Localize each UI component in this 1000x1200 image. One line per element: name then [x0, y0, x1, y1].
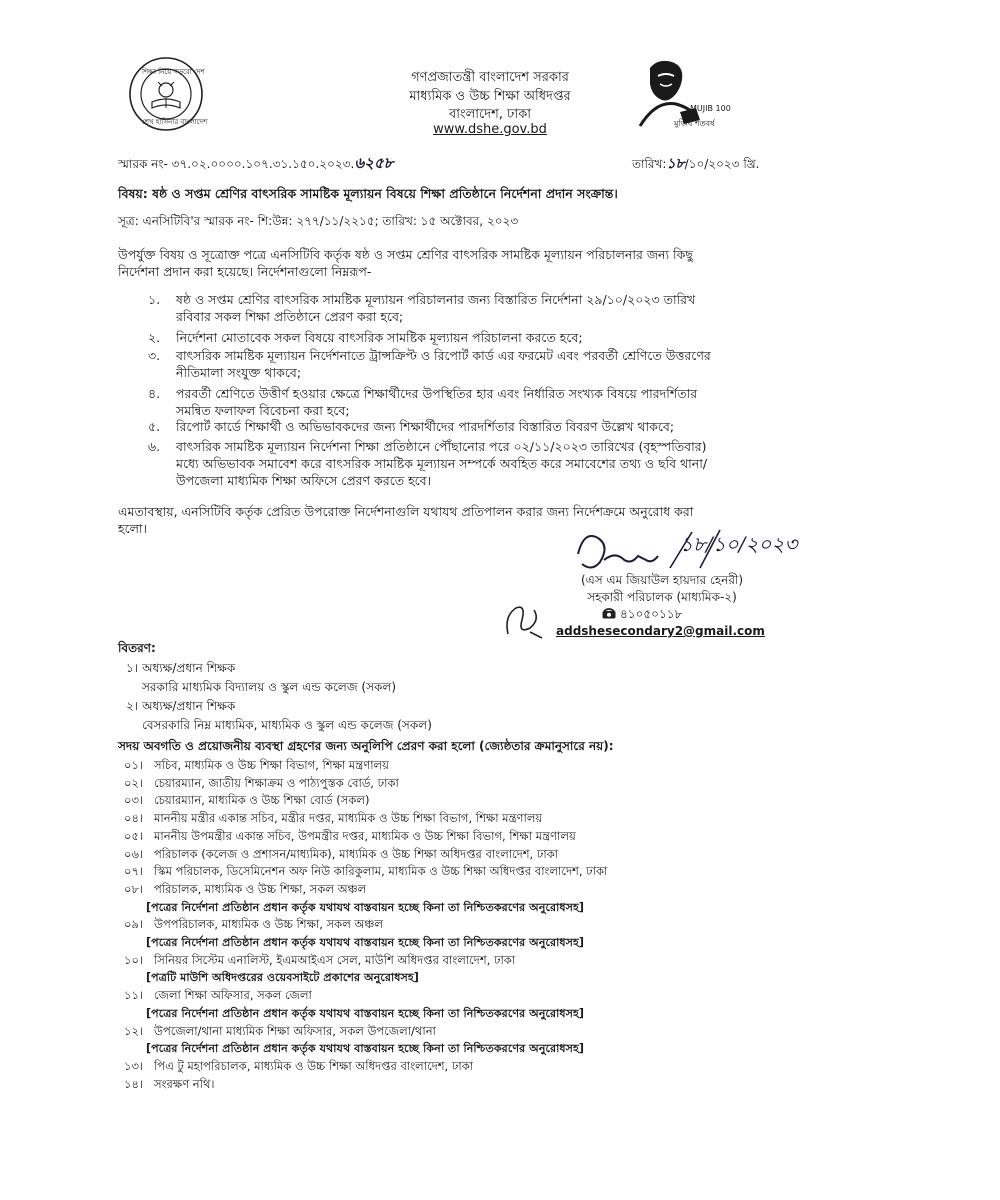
- memo-reference: [118, 152, 393, 177]
- copy-item-note: [পত্রটি মাউশি অধিদপ্তরের ওয়েবসাইটে প্রকাশের অনুরোধসহ]: [146, 971, 419, 985]
- distribution-item-number: ২।: [126, 699, 139, 713]
- distribution-item-sub: সরকারি মাধ্যমিক বিদ্যালয় ও স্কুল এন্ড কলেজ (সকল): [142, 680, 397, 694]
- directive-text: নীতিমালা সংযুক্ত থাকবে;: [176, 365, 302, 380]
- copy-item: [124, 952, 515, 971]
- directive-text: বাৎসরিক সামষ্টিক মূল্যায়ন নির্দেশনা শিক্ষা প্রতিষ্ঠানে পৌঁছানোর পরে ০২/১১/২০২৩ তারিখের (বৃহস্পতিবার): [176, 439, 707, 454]
- copy-item: [124, 775, 399, 794]
- memo-date-label: তারিখ:: [632, 157, 667, 171]
- seal-text-bottom: শেখ হাসিনার বাংলাদেশ: [142, 118, 208, 126]
- copy-item-text: পরিচালক, মাধ্যমিক ও উচ্চ শিক্ষা, সকল অঞ্চল: [154, 881, 367, 896]
- copy-item-number: ০১।: [124, 758, 144, 772]
- copy-item-text: পরিচালক (কলেজ ও প্রশাসন/মাধ্যমিক), মাধ্যমিক ও উচ্চ শিক্ষা অধিদপ্তর বাংলাদেশ, ঢাকা: [154, 846, 559, 861]
- intro-line-1: উপর্যুক্ত বিষয় ও সূত্রোক্ত পত্রে এনসিটিবি কর্তৃক ষষ্ঠ ও সপ্তম শ্রেণির বাৎসরিক সামষ্টিক মূল্যায়ন পরিচালনার জন্য কিছু: [118, 247, 693, 262]
- copy-item-text: পিএ টু মহাপরিচালক, মাধ্যমিক ও উচ্চ শিক্ষা অধিদপ্তর বাংলাদেশ, ঢাকা: [154, 1058, 474, 1073]
- memo-date-rest: /১০/২০২৩ খ্রি.: [684, 157, 760, 171]
- copy-item: [124, 792, 369, 811]
- signatory-phone: [602, 606, 682, 626]
- copy-item: [124, 828, 576, 847]
- copy-item-text: সচিব, মাধ্যমিক ও উচ্চ শিক্ষা বিভাগ, শিক্ষা মন্ত্রণালয়: [154, 758, 389, 772]
- handwritten-initial: [500, 598, 548, 642]
- directive-number: ৫.: [148, 419, 161, 434]
- directive-text: রিপোর্ট কার্ডে শিক্ষার্থী ও অভিভাবকদের জন্য শিক্ষার্থীদের পারদর্শিতার বিস্তারিত বিবরণ উল্লেখ থাকবে;: [176, 419, 675, 434]
- directive-text: বাৎসরিক সামষ্টিক মূল্যায়ন নির্দেশনাতে ট্রান্সক্রিপ্ট ও রিপোর্ট কার্ড এর ফরমেট এবং পরবর্তী শ্রেণিতে উত্তরণের: [176, 348, 711, 363]
- copy-item-text: জেলা শিক্ষা অফিসার, সকল জেলা: [154, 988, 312, 1003]
- telephone-icon: [602, 608, 616, 619]
- copy-item-number: ০৩।: [124, 793, 144, 808]
- signatory-title: সহকারী পরিচালক (মাধ্যমিক-২): [587, 590, 737, 604]
- copy-item-number: ০৫।: [124, 828, 144, 843]
- copy-item-note: [পত্রের নির্দেশনা প্রতিষ্ঠান প্রধান কর্তৃক যথাযথ বাস্তবায়ন হচ্ছে কিনা তা নিশ্চিতকরণের অনুরোধসহ]: [146, 1006, 585, 1020]
- copy-item-text: সংরক্ষণ নথি।: [154, 1076, 215, 1091]
- copy-item-number: ০২।: [124, 775, 144, 790]
- source-reference: সূত্র: এনসিটিবি'র স্মারক নং- শি:উন্ন: ২৭৭/১১/২২১৫; তারিখ: ১৫ অক্টোবর, ২০২৩: [118, 214, 519, 228]
- phone-number: ৪১০৫০১১৮: [620, 607, 683, 621]
- copy-item: [124, 916, 383, 935]
- closing-line-2: হলো।: [118, 521, 147, 536]
- copy-item-text: চেয়ারম্যান, জাতীয় শিক্ষাক্রম ও পাঠ্যপুস্তক বোর্ড, ঢাকা: [154, 775, 399, 790]
- header-line-3: বাংলাদেশ, ঢাকা: [448, 107, 532, 122]
- distribution-item-sub: বেসরকারি নিম্ন মাধ্যমিক, মাধ্যমিক ও স্কুল এন্ড কলেজ (সকল): [142, 718, 432, 732]
- copies-heading: সদয় অবগতি ও প্রয়োজনীয় ব্যবস্থা গ্রহণের জন্য অনুলিপি প্রেরণ করা হলো (জ্যেষ্ঠতার ক্রমানুসারে নয়):: [118, 739, 614, 753]
- directive-number: ৩.: [148, 348, 161, 363]
- copy-item-text: উপপরিচালক, মাধ্যমিক ও উচ্চ শিক্ষা, সকল অঞ্চল: [154, 917, 383, 932]
- copy-item-number: ০৪।: [124, 811, 144, 826]
- copy-item-text: মাননীয় মন্ত্রীর একান্ত সচিব, মন্ত্রীর দপ্তর, মাধ্যমিক ও উচ্চ শিক্ষা বিভাগ, শিক্ষা মন্ত্রণালয়: [154, 811, 543, 826]
- directive-text: উপজেলা মাধ্যমিক শিক্ষা অফিসে প্রেরণ করতে হবে।: [176, 473, 432, 488]
- directive-text: মধ্যে অভিভাবক সমাবেশ করে বাৎসরিক সামষ্টিক মূল্যায়ন সম্পর্কে অবহিত করে সমাবেশের তথ্য ও ছবি থানা/: [176, 456, 708, 471]
- distribution-heading: বিতরণ:: [118, 641, 156, 655]
- distribution-item: [126, 660, 235, 680]
- header-line-1: গণপ্রজাতন্ত্রী বাংলাদেশ সরকার: [411, 70, 569, 85]
- mujib-logo-text-en: MUJIB 100: [690, 104, 731, 113]
- copy-item-number: ১৩।: [124, 1058, 144, 1073]
- copy-item-number: ১০।: [124, 952, 144, 967]
- copy-item-note: [পত্রের নির্দেশনা প্রতিষ্ঠান প্রধান কর্তৃক যথাযথ বাস্তবায়ন হচ্ছে কিনা তা নিশ্চিতকরণের অনুরোধসহ]: [146, 936, 585, 949]
- copy-item: [124, 757, 389, 776]
- intro-line-2: নির্দেশনা প্রদান করা হয়েছে। নির্দেশনাগুলো নিম্নরূপ-: [118, 264, 372, 279]
- directive-text: নির্দেশনা মোতাবেক সকল বিষয়ে বাৎসরিক সামষ্টিক মূল্যায়ন পরিচালনা করতে হবে;: [176, 330, 583, 345]
- copy-item-text: সিনিয়র সিস্টেম এনালিস্ট, ইএমআইএস সেল, মাউশি অধিদপ্তর বাংলাদেশ, ঢাকা: [154, 952, 516, 967]
- copy-item: [124, 863, 607, 882]
- memo-reference-text: স্মারক নং- ৩৭.০২.০০০০.১০৭.৩১.১৫০.২০২৩.: [118, 157, 355, 171]
- mujib-logo-text-bn: মুজিব শতবর্ষ: [674, 119, 715, 128]
- directive-text: সমন্বিত ফলাফল বিবেচনা করা হবে;: [176, 403, 350, 418]
- distribution-item-number: ১।: [126, 661, 139, 675]
- header-website[interactable]: www.dshe.gov.bd: [433, 122, 547, 137]
- memo-date-handwritten: ১৮: [666, 156, 685, 172]
- copy-item: [124, 1023, 436, 1042]
- copy-item-number: ১২।: [124, 1023, 144, 1038]
- signatory-email[interactable]: addshesecondary2@gmail.com: [556, 624, 765, 638]
- directive-text: পরবর্তী শ্রেণিতে উত্তীর্ণ হওয়ার ক্ষেত্রে শিক্ষার্থীদের উপস্থিতির হার এবং নির্ধারিত সংখ্যক বিষয়ে পারদর্শিতার: [176, 386, 698, 401]
- copy-item-text: স্কিম পরিচালক, ডিসেমিনেশন অফ নিউ কারিকুলাম, মাধ্যমিক ও উচ্চ শিক্ষা অধিদপ্তর বাংলাদেশ, ঢাকা: [154, 864, 608, 879]
- directive-number: ১.: [148, 292, 161, 307]
- directive-number: ২.: [148, 330, 161, 345]
- directive-text: রবিবার সকল শিক্ষা প্রতিষ্ঠানে প্রেরণ করা হবে;: [176, 309, 404, 324]
- copy-item-text: চেয়ারম্যান, মাধ্যমিক ও উচ্চ শিক্ষা বোর্ড (সকল): [154, 793, 370, 808]
- copy-item-note: [পত্রের নির্দেশনা প্রতিষ্ঠান প্রধান কর্তৃক যথাযথ বাস্তবায়ন হচ্ছে কিনা তা নিশ্চিতকরণের অনুরোধসহ]: [146, 1042, 585, 1056]
- copy-item: [124, 810, 542, 829]
- copy-item-note: [পত্রের নির্দেশনা প্রতিষ্ঠান প্রধান কর্তৃক যথাযথ বাস্তবায়ন হচ্ছে কিনা তা নিশ্চিতকরণের অনুরোধসহ]: [146, 900, 585, 914]
- copy-item-number: ১৪।: [124, 1076, 144, 1091]
- copy-item: [124, 846, 558, 865]
- memo-date: [632, 152, 760, 176]
- copy-item-number: ০৬।: [124, 846, 144, 861]
- seal-text-top: শিক্ষা নিয়ে গড়বো দেশ: [142, 68, 205, 76]
- copy-item: [124, 987, 312, 1006]
- closing-line-1: এমতাবস্থায়, এনসিটিবি কর্তৃক প্রেরিত উপরোক্ত নির্দেশনাগুলি যথাযথ প্রতিপালন করার জন্য নির্দেশক্রমে অনুরোধ করা: [118, 504, 694, 519]
- signature-handwritten-date: ১৮/১০/২০২৩: [680, 532, 798, 556]
- header-line-2: মাধ্যমিক ও উচ্চ শিক্ষা অধিদপ্তর: [409, 89, 571, 104]
- directive-number: ৬.: [148, 439, 161, 454]
- copy-item-number: ১১।: [124, 988, 144, 1003]
- copy-item: [124, 881, 366, 900]
- memo-reference-handwritten: ৬২৫৮: [354, 154, 394, 172]
- directive-text: ষষ্ঠ ও সপ্তম শ্রেণির বাৎসরিক সামষ্টিক মূল্যায়ন পরিচালনার জন্য বিস্তারিত নির্দেশনা ২৯/১০/২০২৩ তারিখ: [176, 292, 696, 307]
- copy-item-number: ০৯।: [124, 917, 144, 932]
- copy-item-text: উপজেলা/থানা মাধ্যমিক শিক্ষা অফিসার, সকল উপজেলা/থানা: [154, 1023, 436, 1038]
- distribution-item-title: অধ্যক্ষ/প্রধান শিক্ষক: [142, 699, 236, 713]
- subject-line: বিষয়: ষষ্ঠ ও সপ্তম শ্রেণির বাৎসরিক সামষ্টিক মূল্যায়ন বিষয়ে শিক্ষা প্রতিষ্ঠানে নির্দেশনা প্রদান সংক্রান্ত।: [118, 186, 618, 201]
- copy-item-text: মাননীয় উপমন্ত্রীর একান্ত সচিব, উপমন্ত্রীর দপ্তর, মাধ্যমিক ও উচ্চ শিক্ষা বিভাগ, শিক্ষা মন্ত্রণালয়: [154, 828, 576, 843]
- copy-item: [124, 1076, 215, 1095]
- distribution-item-title: অধ্যক্ষ/প্রধান শিক্ষক: [142, 661, 236, 675]
- distribution-item: [126, 698, 235, 718]
- copy-item-number: ০৮।: [124, 881, 144, 896]
- copy-item-number: ০৭।: [124, 864, 144, 879]
- signatory-name: (এস এম জিয়াউল হায়দার হেনরী): [580, 573, 744, 587]
- copy-item: [124, 1058, 473, 1077]
- directive-number: ৪.: [148, 386, 161, 401]
